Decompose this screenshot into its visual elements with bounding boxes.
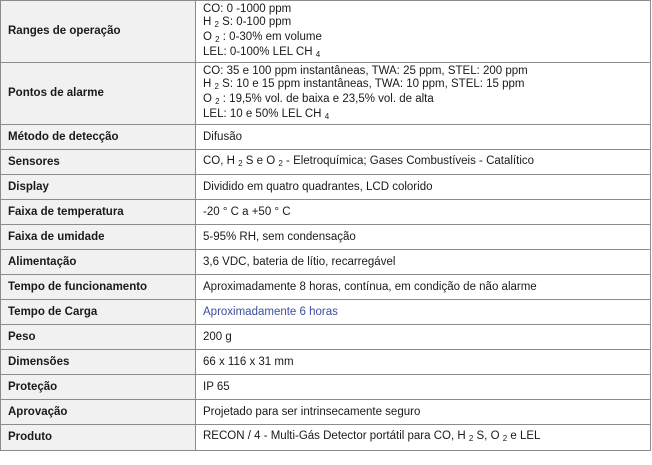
text-segment: : 0-30% em volume bbox=[219, 30, 322, 43]
spec-value bbox=[196, 425, 651, 451]
text-segment: CO: 35 e 100 ppm instantâneas, TWA: 25 ppm, STEL: 200 ppm bbox=[203, 64, 528, 77]
spec-label: Método de detecção bbox=[1, 125, 196, 150]
spec-value bbox=[196, 375, 651, 400]
spec-value-line bbox=[203, 3, 643, 16]
spec-value-line bbox=[203, 281, 643, 294]
spec-label: Tempo de Carga bbox=[1, 300, 196, 325]
spec-row bbox=[1, 250, 651, 275]
spec-label: Display bbox=[1, 175, 196, 200]
text-segment: CO, H bbox=[203, 154, 239, 167]
spec-value-line bbox=[203, 231, 643, 244]
spec-row bbox=[1, 375, 651, 400]
spec-table-body bbox=[1, 1, 651, 451]
spec-label: Alimentação bbox=[1, 250, 196, 275]
text-segment: Aproximadamente 6 horas bbox=[203, 305, 338, 318]
spec-row bbox=[1, 1, 651, 63]
spec-value-line bbox=[203, 131, 643, 144]
text-segment: 5-95% RH, sem condensação bbox=[203, 230, 356, 243]
text-segment: H bbox=[203, 15, 215, 28]
spec-value bbox=[196, 225, 651, 250]
spec-value bbox=[196, 300, 651, 325]
spec-value-line bbox=[203, 206, 643, 219]
text-segment: 66 x 116 x 31 mm bbox=[203, 355, 294, 368]
text-segment: Difusão bbox=[203, 130, 242, 143]
spec-row bbox=[1, 175, 651, 200]
subscript: 4 bbox=[315, 49, 321, 59]
text-segment: O bbox=[203, 92, 216, 105]
text-segment: : 19,5% vol. de baixa e 23,5% vol. de alta bbox=[219, 92, 434, 105]
spec-value bbox=[196, 125, 651, 150]
subscript: 2 bbox=[468, 434, 474, 443]
subscript: 2 bbox=[278, 158, 283, 168]
text-segment: S: 0-100 ppm bbox=[218, 15, 292, 28]
spec-label: Produto bbox=[1, 425, 196, 451]
spec-row bbox=[1, 150, 651, 175]
spec-value-line bbox=[203, 306, 643, 319]
spec-row bbox=[1, 63, 651, 125]
spec-value-line bbox=[203, 93, 643, 108]
spec-row bbox=[1, 200, 651, 225]
text-segment: LEL: 10 e 50% LEL CH bbox=[203, 107, 325, 120]
spec-label: Pontos de alarme bbox=[1, 63, 196, 125]
text-segment: RECON / 4 - Multi-Gás Detector portátil para CO, H bbox=[203, 430, 469, 442]
spec-value-line bbox=[203, 256, 643, 269]
spec-label: Faixa de temperatura bbox=[1, 200, 196, 225]
spec-label: Aprovação bbox=[1, 400, 196, 425]
text-segment: H bbox=[203, 77, 215, 90]
spec-value-line bbox=[203, 331, 643, 344]
subscript: 2 bbox=[215, 34, 220, 44]
spec-value-line bbox=[203, 181, 643, 194]
text-segment: S, O bbox=[473, 430, 503, 442]
text-segment: Dividido em quatro quadrantes, LCD colorido bbox=[203, 180, 433, 193]
spec-label: Sensores bbox=[1, 150, 196, 175]
spec-label: Proteção bbox=[1, 375, 196, 400]
spec-value-line bbox=[203, 406, 643, 419]
spec-value-line bbox=[203, 16, 643, 31]
spec-value-line bbox=[203, 430, 643, 445]
spec-value bbox=[196, 1, 651, 63]
text-segment: -20 ° C a +50 ° C bbox=[203, 205, 291, 218]
text-segment: Projetado para ser intrinsecamente seguro bbox=[203, 405, 421, 418]
spec-value-line bbox=[203, 108, 643, 123]
spec-row bbox=[1, 300, 651, 325]
spec-value-line bbox=[203, 65, 643, 78]
spec-row bbox=[1, 325, 651, 350]
subscript: 2 bbox=[214, 81, 219, 91]
subscript: 2 bbox=[502, 434, 508, 443]
spec-row bbox=[1, 225, 651, 250]
spec-row bbox=[1, 400, 651, 425]
spec-value bbox=[196, 63, 651, 125]
text-segment: IP 65 bbox=[203, 380, 230, 393]
subscript: 4 bbox=[324, 111, 330, 121]
spec-row bbox=[1, 125, 651, 150]
spec-row bbox=[1, 425, 651, 451]
spec-label: Ranges de operação bbox=[1, 1, 196, 63]
subscript: 2 bbox=[238, 158, 243, 168]
text-segment: O bbox=[203, 30, 216, 43]
spec-value bbox=[196, 275, 651, 300]
spec-label: Faixa de umidade bbox=[1, 225, 196, 250]
spec-value bbox=[196, 400, 651, 425]
spec-value-line bbox=[203, 78, 643, 93]
spec-value bbox=[196, 150, 651, 175]
text-segment: 200 g bbox=[203, 330, 232, 343]
spec-value bbox=[196, 325, 651, 350]
spec-value-line bbox=[203, 356, 643, 369]
spec-value-line bbox=[203, 31, 643, 46]
spec-row bbox=[1, 275, 651, 300]
text-segment: S: 10 e 15 ppm instantâneas, TWA: 10 ppm, STEL: 15 ppm bbox=[218, 77, 525, 90]
spec-label: Peso bbox=[1, 325, 196, 350]
spec-label: Tempo de funcionamento bbox=[1, 275, 196, 300]
spec-value bbox=[196, 200, 651, 225]
spec-row bbox=[1, 350, 651, 375]
spec-value-line bbox=[203, 155, 643, 170]
spec-value-line bbox=[203, 381, 643, 394]
text-segment: LEL: 0-100% LEL CH bbox=[203, 45, 316, 58]
spec-value bbox=[196, 175, 651, 200]
text-segment: S e O bbox=[242, 154, 279, 167]
text-segment: e LEL bbox=[507, 430, 541, 442]
text-segment: 3,6 VDC, bateria de lítio, recarregável bbox=[203, 255, 396, 268]
spec-label: Dimensões bbox=[1, 350, 196, 375]
text-segment: - Eletroquímica; Gases Combustíveis - Catalítico bbox=[282, 154, 535, 167]
spec-value-line bbox=[203, 46, 643, 61]
text-segment: Aproximadamente 8 horas, contínua, em condição de não alarme bbox=[203, 280, 537, 293]
subscript: 2 bbox=[214, 19, 219, 29]
subscript: 2 bbox=[215, 96, 220, 106]
text-segment: CO: 0 -1000 ppm bbox=[203, 2, 292, 15]
spec-value bbox=[196, 350, 651, 375]
spec-value bbox=[196, 250, 651, 275]
